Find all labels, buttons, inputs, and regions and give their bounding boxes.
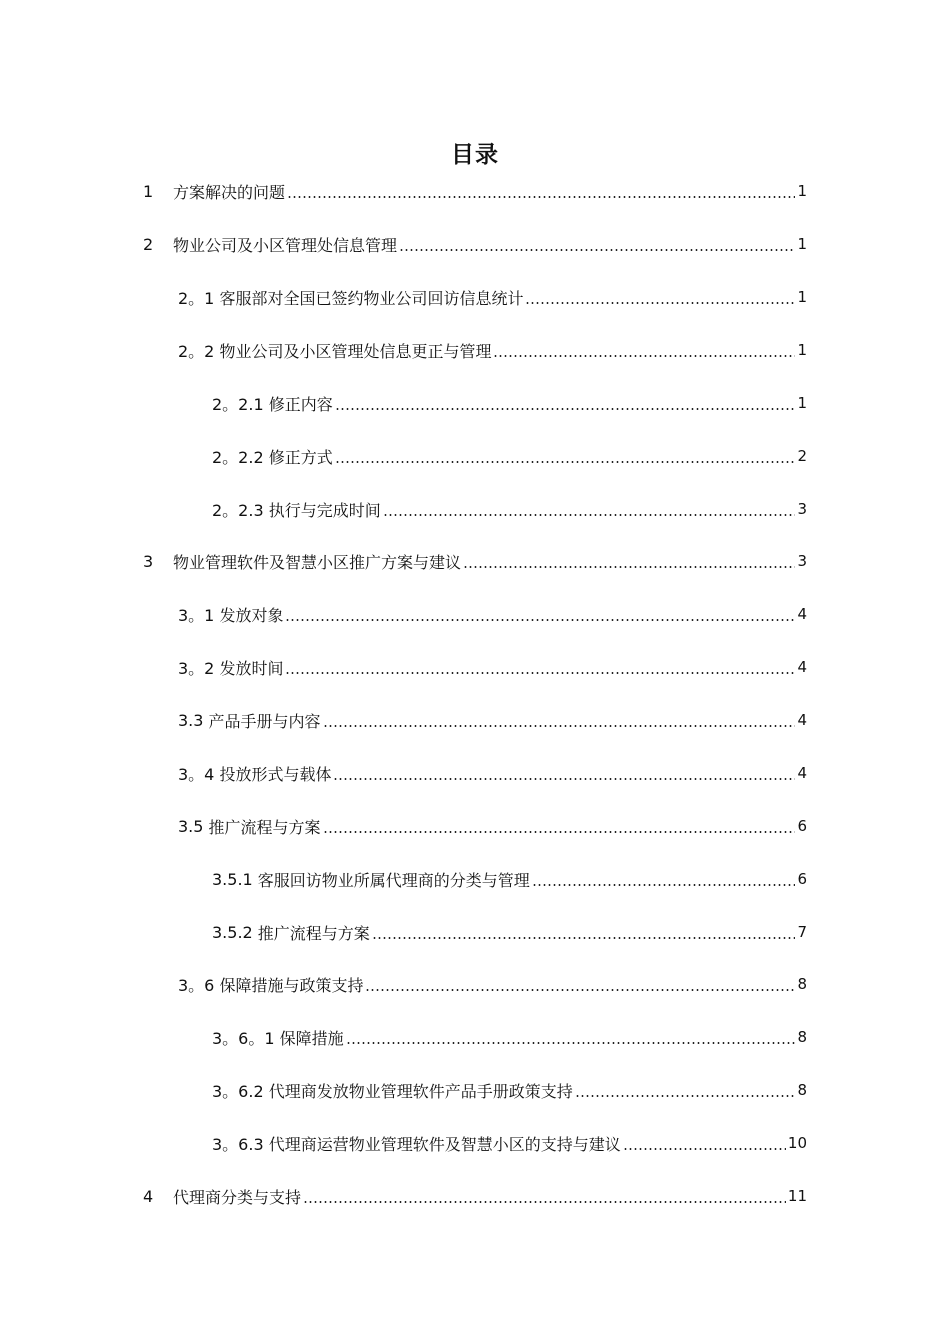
- dot-leader: [333, 778, 795, 780]
- toc-entry-page: 2: [797, 447, 807, 465]
- dot-leader: [575, 1095, 796, 1097]
- toc-entry[interactable]: [143, 229, 807, 259]
- toc-entry-text: 客服回访物业所属代理商的分类与管理: [257, 870, 530, 890]
- dot-leader: [383, 514, 796, 516]
- toc-entry-page: 8: [797, 1028, 807, 1046]
- toc-entry-number: 3。4: [178, 764, 220, 784]
- toc-entry-page: 3: [797, 552, 807, 570]
- toc-entry-number: 3.5.2: [212, 922, 258, 942]
- toc-entry-text: 修正方式: [268, 447, 333, 467]
- dot-leader: [335, 461, 796, 463]
- toc-entry[interactable]: [212, 864, 807, 894]
- toc-entry-number: 3。1: [178, 605, 220, 625]
- toc-entry-text: 客服部对全国已签约物业公司回访信息统计: [219, 288, 524, 308]
- toc-entry-text: 发放对象: [219, 605, 284, 625]
- toc-entry-text: 物业公司及小区管理处信息管理: [173, 235, 398, 255]
- toc-entry[interactable]: [178, 599, 807, 629]
- toc-entry-text: 产品手册与内容: [208, 711, 321, 731]
- toc-entry-text: 保障措施: [279, 1028, 344, 1048]
- toc-entry-page: 1: [797, 288, 807, 306]
- dot-leader: [365, 989, 795, 991]
- toc-entry[interactable]: [212, 441, 807, 471]
- toc-entry-page: 8: [797, 1081, 807, 1099]
- dot-leader: [323, 831, 796, 833]
- dot-leader: [346, 1042, 796, 1044]
- toc-entry-page: 6: [797, 870, 807, 888]
- toc-entry-text: 代理商发放物业管理软件产品手册政策支持: [268, 1081, 573, 1101]
- toc-entry[interactable]: [178, 969, 807, 999]
- dot-leader: [303, 1201, 786, 1203]
- toc-entry-page: 4: [797, 764, 807, 782]
- toc-entry-number: 4: [143, 1186, 154, 1206]
- toc-entry-page: 7: [797, 923, 807, 941]
- dot-leader: [463, 566, 795, 568]
- toc-entry-page: 8: [797, 975, 807, 993]
- toc-entry[interactable]: [212, 494, 807, 524]
- dot-leader: [323, 725, 796, 727]
- toc-entry-text: 保障措施与政策支持: [219, 975, 364, 995]
- toc-entry[interactable]: [178, 758, 807, 788]
- toc-entry-page: 11: [787, 1187, 807, 1205]
- dot-leader: [532, 884, 796, 886]
- toc-entry[interactable]: [178, 811, 807, 841]
- toc-entry-text: 物业管理软件及智慧小区推广方案与建议: [173, 552, 462, 572]
- toc-entry[interactable]: [212, 388, 807, 418]
- toc-entry[interactable]: [178, 335, 807, 365]
- toc-entry[interactable]: [143, 546, 807, 576]
- toc-entry-number: 2。2.1: [212, 394, 269, 414]
- toc-entry-number: 2。2.2: [212, 447, 269, 467]
- dot-leader: [285, 672, 795, 674]
- toc-entry-page: 1: [797, 235, 807, 253]
- toc-entry-text: 修正内容: [268, 394, 333, 414]
- toc-entry-text: 推广流程与方案: [257, 923, 370, 943]
- toc-entry-number: 3.5: [178, 816, 209, 836]
- toc-entry-number: 3。6。1: [212, 1028, 280, 1048]
- toc-entry-text: 物业公司及小区管理处信息更正与管理: [219, 341, 492, 361]
- dot-leader: [525, 302, 795, 304]
- toc-entry[interactable]: [178, 705, 807, 735]
- dot-leader: [399, 249, 795, 251]
- toc-entry-page: 4: [797, 605, 807, 623]
- toc-entry-page: 6: [797, 817, 807, 835]
- toc-entry[interactable]: [143, 176, 807, 206]
- dot-leader: [335, 408, 796, 410]
- toc-entry-number: 2: [143, 234, 154, 254]
- toc-entry-number: 3.5.1: [212, 869, 258, 889]
- toc-entry-page: 4: [797, 658, 807, 676]
- toc-entry-text: 推广流程与方案: [208, 817, 321, 837]
- toc-entry-number: 3.3: [178, 710, 209, 730]
- toc-entry-number: 2。2.3: [212, 500, 269, 520]
- toc-entry-page: 1: [797, 182, 807, 200]
- toc-entry-number: 3: [143, 551, 154, 571]
- toc-entry[interactable]: [178, 652, 807, 682]
- toc-entry[interactable]: [212, 1075, 807, 1105]
- toc-entry[interactable]: [143, 1181, 807, 1211]
- toc-entry-number: 3。6.3: [212, 1134, 269, 1154]
- toc-entry-text: 发放时间: [219, 658, 284, 678]
- toc-entry[interactable]: [212, 1022, 807, 1052]
- toc-entry-number: 1: [143, 181, 154, 201]
- toc-entry-text: 代理商分类与支持: [173, 1187, 302, 1207]
- toc-entry[interactable]: [212, 917, 807, 947]
- toc-entry-number: 3。6.2: [212, 1081, 269, 1101]
- dot-leader: [287, 196, 795, 198]
- toc-entry-page: 10: [787, 1134, 807, 1152]
- toc-entry-text: 方案解决的问题: [173, 182, 286, 202]
- dot-leader: [493, 355, 795, 357]
- toc-entry-text: 代理商运营物业管理软件及智慧小区的支持与建议: [268, 1134, 621, 1154]
- dot-leader: [372, 937, 796, 939]
- dot-leader: [623, 1148, 786, 1150]
- toc-entry-page: 1: [797, 341, 807, 359]
- toc-title: 目录: [451, 142, 499, 168]
- toc-entry-page: 4: [797, 711, 807, 729]
- dot-leader: [285, 619, 795, 621]
- toc-entry-text: 投放形式与载体: [219, 764, 332, 784]
- toc-entry[interactable]: [178, 282, 807, 312]
- toc-entry-number: 2。2: [178, 341, 220, 361]
- toc-entry-page: 3: [797, 500, 807, 518]
- toc-entry-text: 执行与完成时间: [268, 500, 381, 520]
- toc-entry-number: 2。1: [178, 288, 220, 308]
- toc-entry-page: 1: [797, 394, 807, 412]
- toc-entry[interactable]: [212, 1128, 807, 1158]
- toc-entry-number: 3。6: [178, 975, 220, 995]
- toc-entry-number: 3。2: [178, 658, 220, 678]
